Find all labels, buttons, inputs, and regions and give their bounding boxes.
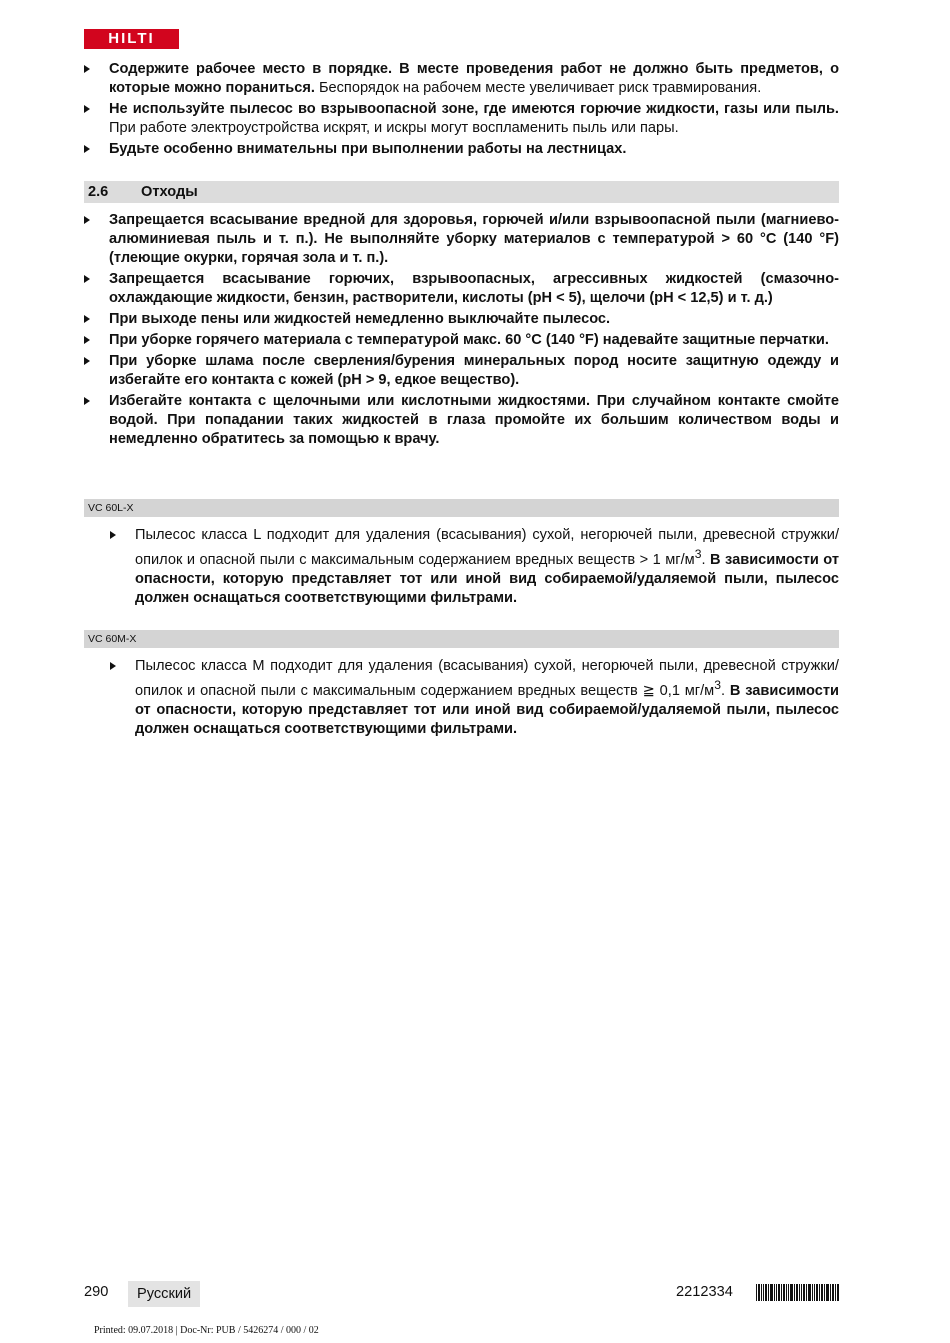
hilti-logo [84, 29, 179, 49]
bullet-triangle-icon [84, 336, 90, 344]
list-item: Пылесос класса L подходит для удаления (всасывания) сухой, негорючей пыли, древесной стружки/опилок и опасной пыли с максимальным содержанием вредных веществ > 1 $мг/м^3$. В зависимости от опасности, которую представляет тот или иной вид собираемой/удаляемой пыли, пылесос должен оснащаться соответствующими фильтрами. [110, 526, 839, 608]
logo-text: HILTI [108, 30, 155, 47]
bullet-triangle-icon [84, 315, 90, 323]
bullet-triangle-icon [84, 65, 90, 73]
section-title: Отходы [141, 184, 198, 200]
list-item: Избегайте контакта с щелочными или кислотными жидкостями. При случайном контакте смойте водой. При попадании таких жидкостей в глаза промойте их большим количеством воды и немедленно обратитесь за помощью к врачу. [84, 392, 839, 449]
bullet-triangle-icon [84, 105, 90, 113]
section-header [84, 181, 839, 203]
model-note-list [110, 526, 839, 608]
barcode [756, 1284, 839, 1301]
list-item: При выходе пены или жидкостей немедленно выключайте пылесос. [84, 310, 839, 329]
list-item: Содержите рабочее место в порядке. В месте проведения работ не должно быть предметов, о которые можно пораниться. Беспорядок на рабочем месте увеличивает риск травмирования. [84, 60, 839, 98]
bullet-triangle-icon [84, 275, 90, 283]
model-header-vc60l [84, 499, 839, 517]
model-note-list [110, 657, 839, 739]
bullet-triangle-icon [84, 397, 90, 405]
list-item: Запрещается всасывание вредной для здоровья, горючей и/или взрывоопасной пыли (магниево-алюминиевая пыль и т. п.). Не выполняйте уборку материалов с температурой > 60 °C (140 °F) (тлеющие окурки, горячая зола и т. п.). [84, 211, 839, 268]
list-item: Пылесос класса M подходит для удаления (всасывания) сухой, негорючей пыли, древесной стружки/опилок и опасной пыли с максимальным содержанием вредных веществ ≧ 0,1 $мг/м^3$. В зависимости от опасности, которую представляет тот или иной вид собираемой/удаляемой пыли, пылесос должен оснащаться соответствующими фильтрами. [110, 657, 839, 739]
model-label: VC 60M-X [88, 633, 137, 645]
list-item: Будьте особенно внимательны при выполнении работы на лестницах. [84, 140, 839, 159]
bullet-triangle-icon [84, 216, 90, 224]
list-item: Не используйте пылесос во взрывоопасной зоне, где имеются горючие жидкости, газы или пыль. При работе электроустройства искрят, и искры могут воспламенить пыль или пары. [84, 100, 839, 138]
model-header-vc60m [84, 630, 839, 648]
section-bullet-list [84, 211, 839, 451]
print-info: Printed: 09.07.2018 | Doc-Nr: PUB / 5426274 / 000 / 02 [94, 1325, 319, 1336]
bullet-triangle-icon [110, 531, 116, 539]
language-tab: Русский [128, 1281, 200, 1307]
list-item: При уборке шлама после сверления/бурения минеральных пород носите защитную одежду и избегайте его контакта с кожей (pH > 9, едкое вещество). [84, 352, 839, 390]
bullet-triangle-icon [110, 662, 116, 670]
section-number: 2.6 [88, 184, 109, 200]
bullet-triangle-icon [84, 145, 90, 153]
page-number: 290 [84, 1284, 109, 1300]
bullet-triangle-icon [84, 357, 90, 365]
top-bullet-list [84, 60, 839, 161]
list-item: При уборке горячего материала с температурой макс. 60 °C (140 °F) надевайте защитные перчатки. [84, 331, 839, 350]
model-label: VC 60L-X [88, 502, 134, 514]
list-item: Запрещается всасывание горючих, взрывоопасных, агрессивных жидкостей (смазочно-охлаждающие жидкости, бензин, растворители, кислоты (pH < 5), щелочи (pH < 12,5) и т. д.) [84, 270, 839, 308]
doc-number: 2212334 [676, 1284, 733, 1300]
